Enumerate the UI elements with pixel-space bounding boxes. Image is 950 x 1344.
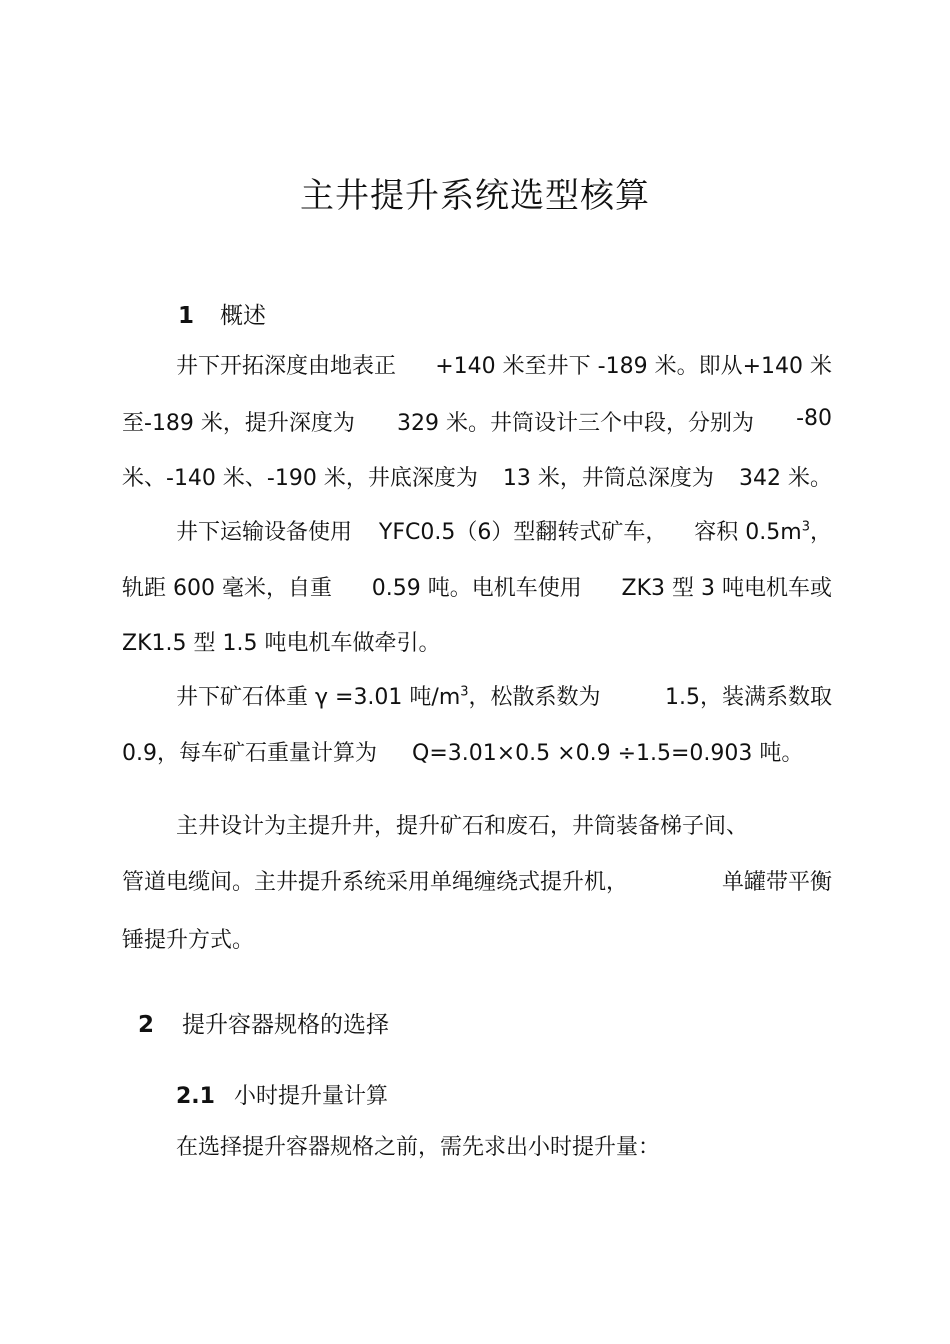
text-span: 米、-140 米、-190 米，井底深度为 — [122, 466, 478, 491]
paragraph-2-line-3: ZK1.5 型 1.5 吨电机车做牵引。 — [122, 631, 441, 656]
text-span: 329 米。井筒设计三个中段，分别为 — [397, 411, 754, 436]
text-span: 342 米。 — [738, 466, 832, 491]
text-span: 0.59 吨。电机车使用 — [371, 576, 582, 601]
text-span: 容积 0.5m — [694, 520, 802, 545]
superscript: 3 — [801, 519, 810, 535]
paragraph-3-line-2 — [122, 736, 832, 767]
section-2-heading — [138, 1006, 389, 1039]
paragraph-4-line-3: 锤提升方式。 — [122, 928, 255, 953]
paragraph-2-line-1 — [176, 515, 832, 546]
paragraph-4-line-1: 主井设计为主提升井，提升矿石和废石，井筒装备梯子间、 — [176, 814, 749, 839]
section-label: 提升容器规格的选择 — [182, 1012, 389, 1038]
text-span: +140 米至井下 -189 米。即从+140 米 — [435, 354, 832, 379]
text-span: ， — [809, 520, 832, 545]
text-span — [694, 515, 832, 546]
text-span: Q=3.01×0.5 ×0.9 ÷1.5=0.903 吨。 — [412, 741, 804, 766]
paragraph-4-line-2 — [122, 865, 832, 896]
paragraph-2-line-2 — [122, 571, 832, 602]
text-span: 轨距 600 毫米，自重 — [122, 576, 332, 601]
section-1-heading — [178, 297, 266, 330]
text-span: 至-189 米，提升深度为 — [122, 411, 355, 436]
section-number: 2 — [138, 1012, 155, 1038]
text-span — [176, 680, 601, 711]
paragraph-1-line-3 — [122, 461, 832, 492]
document-title: 主井提升系统选型核算 — [300, 176, 650, 216]
section-2-1-heading — [176, 1079, 388, 1110]
text-span: 单罐带平衡 — [721, 870, 832, 895]
text-span: 13 米，井筒总深度为 — [502, 466, 714, 491]
text-span: YFC0.5（6）型翻转式矿车， — [378, 520, 668, 545]
section-label: 小时提升量计算 — [234, 1084, 389, 1109]
section-label: 概述 — [220, 303, 266, 329]
text-span: 井下开拓深度由地表正 — [176, 354, 397, 379]
text-span: ZK3 型 3 吨电机车或 — [621, 576, 832, 601]
section-number: 2.1 — [176, 1084, 215, 1109]
text-span: 0.9，每车矿石重量计算为 — [122, 741, 377, 766]
text-span: -80 — [796, 406, 832, 431]
text-span: 管道电缆间。主井提升系统采用单绳缠绕式提升机， — [122, 870, 629, 895]
text-span: 1.5，装满系数取 — [665, 685, 832, 710]
text-span: 井下运输设备使用 — [176, 520, 353, 545]
section-number: 1 — [178, 303, 195, 329]
paragraph-3-line-1 — [176, 680, 832, 711]
paragraph-1-line-1 — [176, 349, 832, 380]
paragraph-1-line-2 — [122, 406, 832, 437]
text-span: ，松散系数为 — [468, 685, 601, 710]
paragraph-5: 在选择提升容器规格之前，需先求出小时提升量： — [176, 1135, 661, 1160]
text-span: 井下矿石体重 γ =3.01 吨/m — [176, 685, 461, 710]
superscript: 3 — [460, 684, 469, 700]
